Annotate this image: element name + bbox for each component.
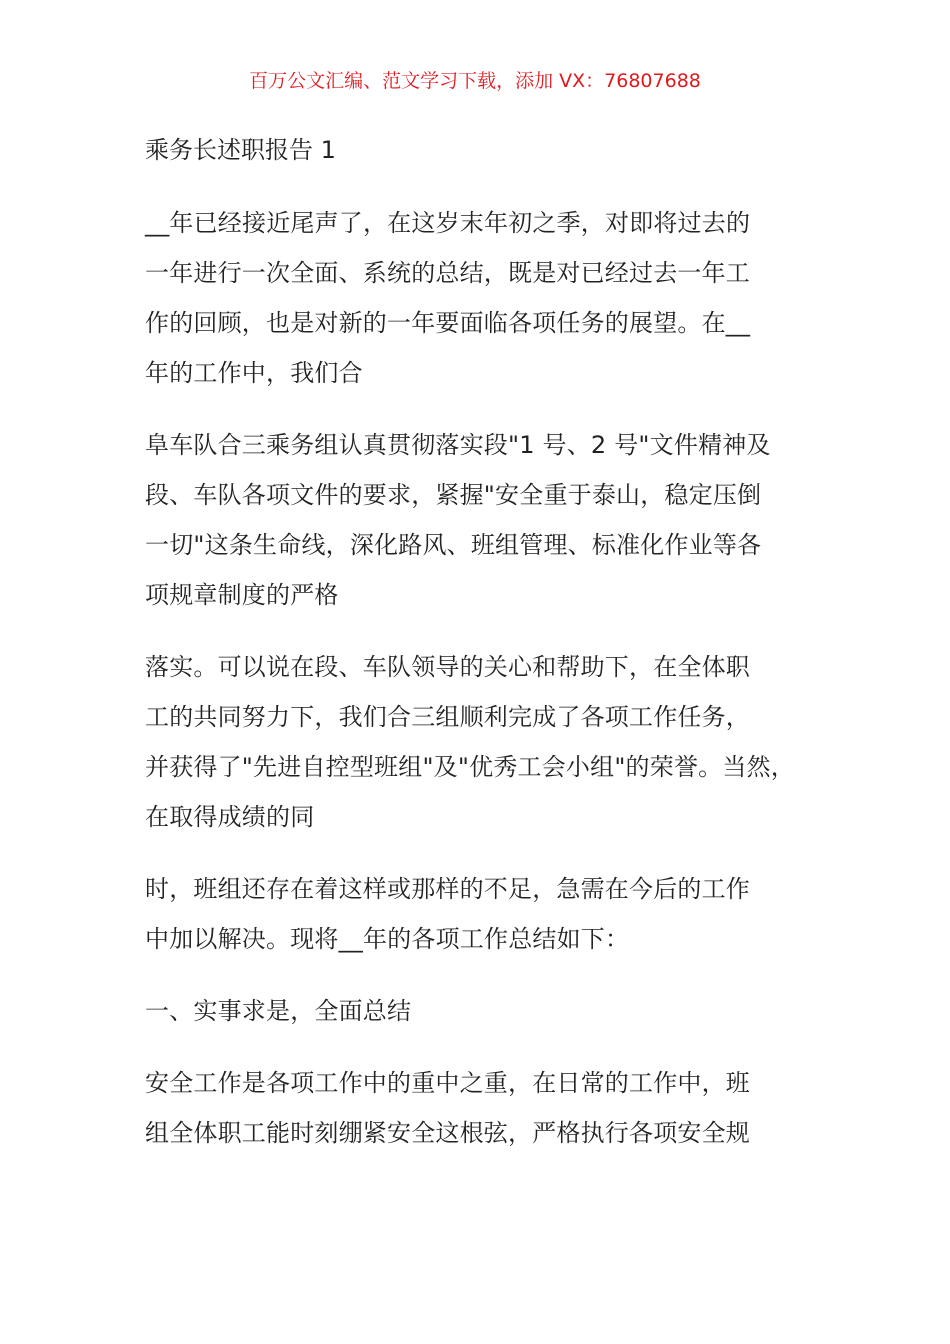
paragraph-line: 时，班组还存在着这样或那样的不足，急需在今后的工作 <box>145 875 750 903</box>
document-title: 乘务长述职报告 1 <box>145 136 336 164</box>
paragraph-line: 项规章制度的严格 <box>145 581 339 609</box>
paragraph-line: 中加以解决。现将__年的各项工作总结如下： <box>145 925 630 953</box>
paragraph-line: 一切"这条生命线，深化路风、班组管理、标准化作业等各 <box>145 531 762 559</box>
paragraph-2 <box>145 420 835 620</box>
section-heading-text: 一、实事求是，全面总结 <box>145 997 412 1025</box>
paragraph-6 <box>145 1058 835 1158</box>
paragraph-line: 落实。可以说在段、车队领导的关心和帮助下，在全体职 <box>145 653 750 681</box>
paragraph-line: 作的回顾，也是对新的一年要面临各项任务的展望。在__ <box>145 309 751 337</box>
paragraph-line: 年的工作中，我们合 <box>145 359 363 387</box>
paragraph-1 <box>145 198 835 398</box>
paragraph-line: 段、车队各项文件的要求，紧握"安全重于泰山，稳定压倒 <box>145 481 762 509</box>
paragraph-line: 安全工作是各项工作中的重中之重，在日常的工作中，班 <box>145 1069 750 1097</box>
paragraph-line: 在取得成绩的同 <box>145 803 315 831</box>
paragraph-line: 一年进行一次全面、系统的总结，既是对已经过去一年工 <box>145 259 750 287</box>
paragraph-line: 组全体职工能时刻绷紧安全这根弦，严格执行各项安全规 <box>145 1119 750 1147</box>
paragraph-line: 并获得了"先进自控型班组"及"优秀工会小组"的荣誉。当然， <box>145 753 795 781</box>
paragraph-4 <box>145 864 835 964</box>
paragraph-line: __年已经接近尾声了，在这岁末年初之季，对即将过去的 <box>145 209 751 237</box>
section-heading <box>145 986 835 1036</box>
paragraph-line: 阜车队合三乘务组认真贯彻落实段"1 号、2 号"文件精神及 <box>145 431 771 459</box>
paragraph-3 <box>145 642 835 842</box>
paragraph-line: 工的共同努力下，我们合三组顺利完成了各项工作任务， <box>145 703 750 731</box>
document-body <box>145 132 835 1180</box>
promo-header: 百万公文汇编、范文学习下载，添加 VX：76807688 <box>249 70 701 92</box>
